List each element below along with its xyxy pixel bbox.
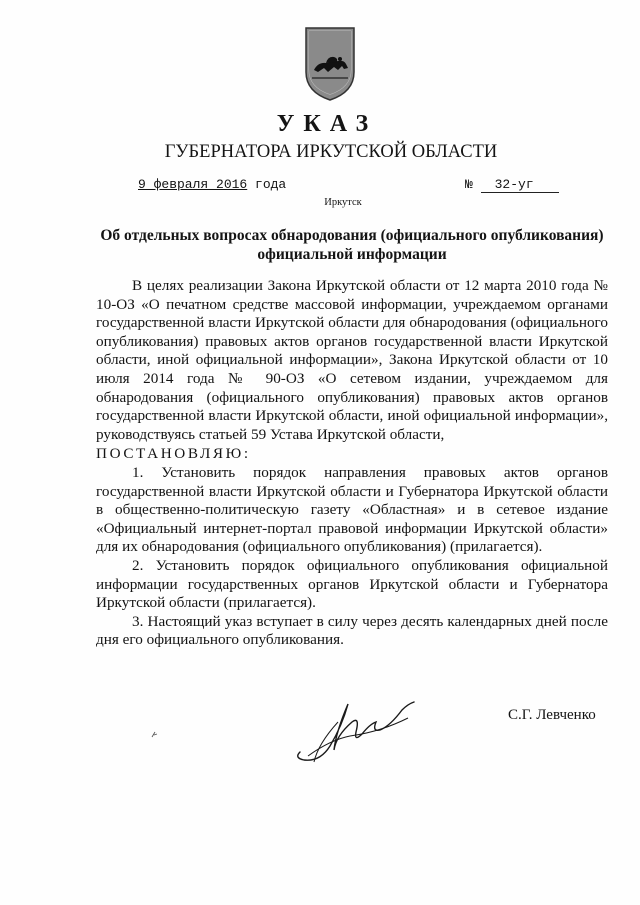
date-suffix: года [255, 177, 287, 192]
decree-authority: ГУБЕРНАТОРА ИРКУТСКОЙ ОБЛАСТИ [164, 142, 498, 162]
irkutsk-coat-of-arms-icon [304, 26, 356, 102]
decree-body [96, 277, 608, 650]
handwritten-signature [290, 692, 420, 770]
resolve-heading: ПОСТАНОВЛЯЮ: [96, 445, 251, 463]
scan-speck [150, 729, 160, 739]
decree-date [138, 177, 286, 192]
number-value: 32-уг [481, 177, 559, 193]
item-paragraph-1: 1. Установить порядок направления правовых актов органов государственной власти Иркутской области и Губернатора Иркутской области в общественно-политическую газету «Областная» и в сетевое издание «Официальный интернет-портал правовой информации Иркутской области» для их обнародования (официального опубликования) (прилагается). [96, 463, 608, 556]
decree-title: УКАЗ [276, 111, 378, 137]
signer-name: С.Г. Левченко [508, 707, 596, 723]
decree-city: Иркутск [324, 197, 362, 208]
date-value: 9 февраля 2016 [138, 177, 248, 192]
item-paragraph-3: 3. Настоящий указ вступает в силу через десять календарных дней после дня его официального опубликования. [96, 612, 608, 649]
item-paragraph-2: 2. Установить порядок официального опубликования официальной информации государственных органов Иркутской области и Губернатора Иркутской области (прилагается). [96, 556, 608, 612]
decree-subject: Об отдельных вопросах обнародования (официального опубликования) официальной информации [100, 227, 604, 263]
number-label: № [465, 177, 473, 192]
preamble-paragraph: В целях реализации Закона Иркутской области от 12 марта 2010 года № 10-ОЗ «О печатном средстве массовой информации, учреждаемом органами государственной власти Иркутской области для обнародования (официального опубликования) правовых актов органов государственной власти Иркутской области, иной официальной информации», Закона Иркутской области от 10 июля 2014 года № 90-ОЗ «О сетевом издании, учреждаемом для обнародования (официального опубликования) правовых актов органов государственной власти Иркутской области, иной официальной информации», руководствуясь статьей 59 Устава Иркутской области, [96, 277, 608, 443]
decree-number [465, 177, 559, 193]
